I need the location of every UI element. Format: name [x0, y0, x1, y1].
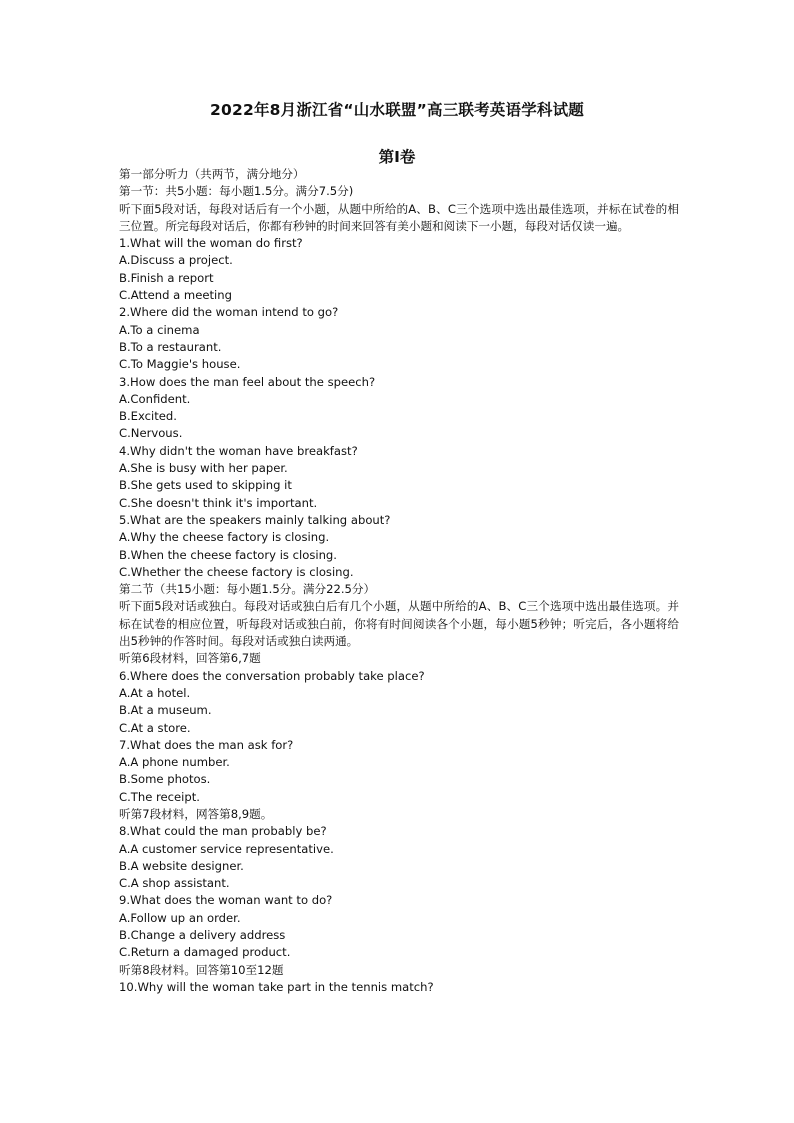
volume-heading: 第I卷	[378, 148, 416, 166]
option-a: A.She is busy with her paper.	[119, 461, 288, 476]
option-b: B.Finish a report	[119, 270, 214, 285]
question-stem: 5.What are the speakers mainly talking about?	[119, 512, 391, 527]
option-b: B.Change a delivery address	[119, 928, 286, 943]
option-a: A.At a hotel.	[119, 685, 191, 700]
question-stem: 7.What does the man ask for?	[119, 737, 294, 752]
option-c: C.Attend a meeting	[119, 288, 232, 303]
option-b: B.A website designer.	[119, 858, 244, 873]
question-stem: 4.Why didn't the woman have breakfast?	[119, 443, 358, 458]
section1-heading: 第一节：共5小题：每小题1.5分。满分7.5分)	[119, 184, 354, 199]
section1-instructions: 听下面5段对话，每段对话后有一个小题，从题中所给的A、B、C三个选项中选出最佳选项，并标在试卷的相三位置。所完每段对话后，你都有秒钟的时间来回答有美小题和阅读下一小题，每段对话仅读一遍。	[119, 201, 679, 233]
question-stem: 9.What does the woman want to do?	[119, 893, 333, 908]
question-stem: 2.Where did the woman intend to go?	[119, 305, 339, 320]
option-b: B.She gets used to skipping it	[119, 478, 292, 493]
option-c: C.To Maggie's house.	[119, 357, 241, 372]
question-stem: 6.Where does the conversation probably take place?	[119, 668, 425, 683]
material-heading: 听第8段材料。回答第10至12题	[119, 962, 284, 977]
option-a: A.Confident.	[119, 391, 191, 406]
option-b: B.When the cheese factory is closing.	[119, 547, 337, 562]
option-b: B.To a restaurant.	[119, 339, 222, 354]
question-stem: 8.What could the man probably be?	[119, 824, 327, 839]
option-a: A.Why the cheese factory is closing.	[119, 530, 330, 545]
part-heading: 第一部分听力（共两节，满分地分）	[119, 167, 305, 181]
option-c: C.The receipt.	[119, 789, 200, 804]
option-c: C.She doesn't think it's important.	[119, 495, 318, 510]
section2-instructions: 听下面5段对话或独白。每段对话或独白后有几个小题，从题中所给的A、B、C三个选项中选出最佳选项。并标在试卷的相应位置，听每段对话或独白前，你将有时间阅读各个小题，每小题5秒钟；听完后，各小题将给出5秒钟的作答时间。每段对话或独白读两通。	[119, 599, 679, 649]
question-stem: 10.Why will the woman take part in the tennis match?	[119, 979, 434, 994]
option-a: A.To a cinema	[119, 322, 200, 337]
question-stem: 1.What will the woman do first?	[119, 236, 303, 251]
option-a: A.A phone number.	[119, 755, 230, 770]
option-c: C.Nervous.	[119, 426, 183, 441]
exam-content	[119, 166, 679, 996]
option-a: A.Follow up an order.	[119, 910, 241, 925]
option-c: C.Return a damaged product.	[119, 945, 291, 960]
option-c: C.At a store.	[119, 720, 191, 735]
option-a: A.Discuss a project.	[119, 253, 233, 268]
option-c: C.A shop assistant.	[119, 876, 230, 891]
question-stem: 3.How does the man feel about the speech?	[119, 374, 376, 389]
material-heading: 听第7段材料，网答第8,9题。	[119, 806, 273, 821]
option-b: B.Some photos.	[119, 772, 211, 787]
option-b: B.Excited.	[119, 409, 177, 424]
exam-title: 2022年8月浙江省“山水联盟”高三联考英语学科试题	[210, 101, 584, 119]
option-c: C.Whether the cheese factory is closing.	[119, 564, 354, 579]
option-a: A.A customer service representative.	[119, 841, 334, 856]
section2-heading: 第二节（共15小题：每小题1.5分。满分22.5分）	[119, 582, 376, 597]
option-b: B.At a museum.	[119, 703, 212, 718]
material-heading: 听第6段材料，回答第6,7题	[119, 651, 261, 666]
